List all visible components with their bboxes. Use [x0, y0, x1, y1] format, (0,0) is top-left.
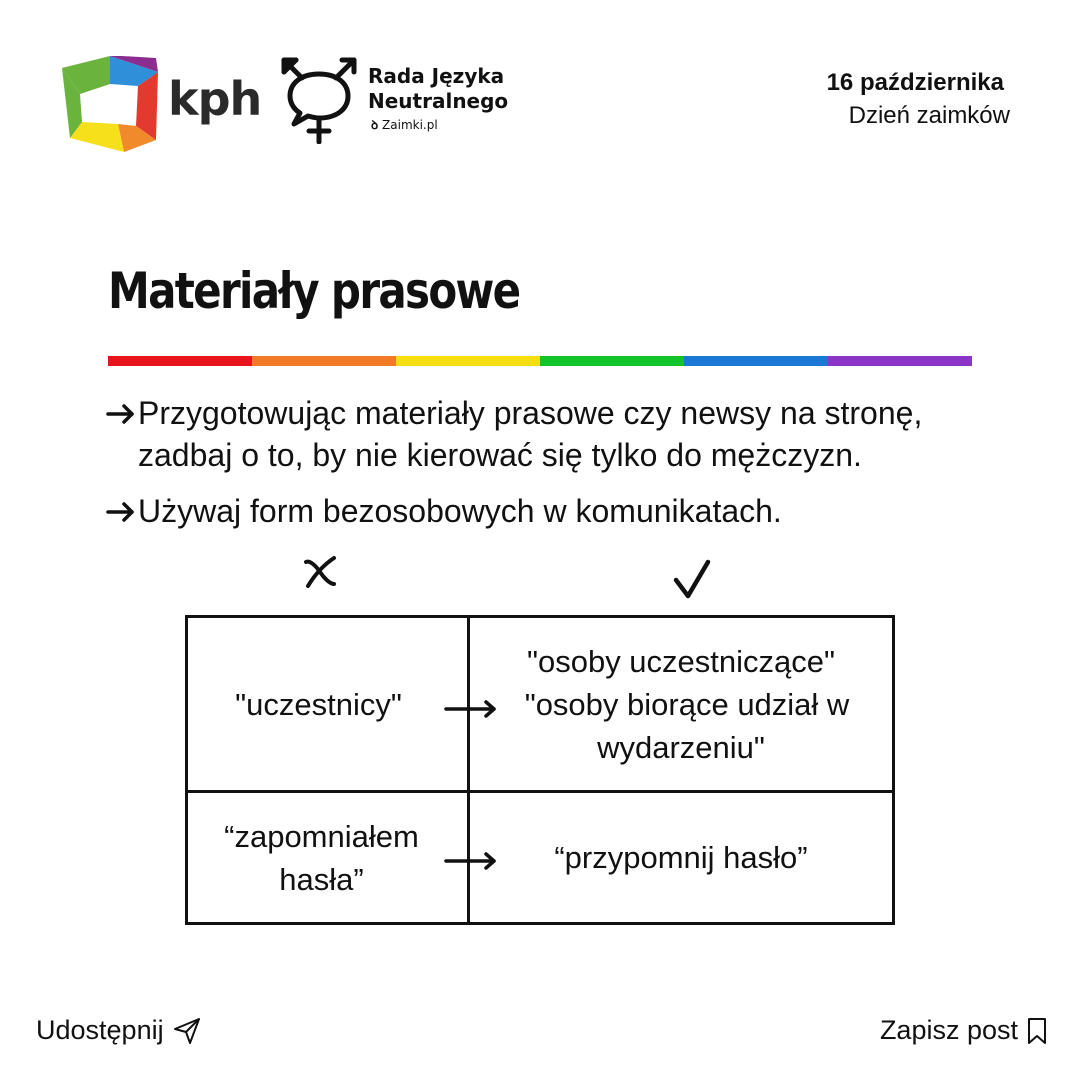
date-label: 16 października [826, 69, 1004, 96]
arrow-right-icon [444, 851, 498, 871]
zaimki-label [371, 116, 438, 133]
bullet-1 [106, 392, 922, 476]
bullet-1-line-1: Przygotowując materiały prasowe czy newsy na stronę, [138, 395, 923, 431]
row-2-right-text: “przypomnij hasło” [554, 840, 808, 875]
table-row-1-wrong [188, 618, 467, 790]
rainbow-segment-4 [540, 356, 684, 366]
checkmark-icon [672, 558, 712, 602]
rainbow-segment-3 [396, 356, 540, 366]
arrow-right-icon [444, 699, 498, 719]
share-button[interactable] [36, 1015, 202, 1046]
rainbow-segment-2 [252, 356, 396, 366]
send-icon [172, 1016, 202, 1046]
save-post-button[interactable] [880, 1015, 1048, 1046]
rainbow-segment-5 [684, 356, 828, 366]
x-icon [300, 548, 340, 592]
rainbow-segment-6 [828, 356, 972, 366]
row-1-right-line-1: "osoby uczestniczące" [526, 643, 836, 679]
row-1-right-line-3: wydarzeniu" [597, 729, 765, 765]
zaimki-text: Zaimki.pl [382, 118, 438, 132]
date-block [827, 66, 1010, 132]
save-label: Zapisz post [879, 1015, 1018, 1045]
page-title: Materiały prasowe [108, 262, 520, 320]
gender-symbol-icon [276, 52, 362, 144]
share-label: Udostępnij [36, 1015, 164, 1045]
bullet-2 [106, 490, 782, 532]
rainbow-divider [108, 356, 972, 366]
event-label: Dzień zaimków [848, 102, 1010, 129]
bullet-1-line-2: zadbaj o to, by nie kierować się tylko do mężczyzn. [138, 437, 862, 473]
row-1-right-line-2: "osoby biorące udział w [524, 686, 850, 722]
arrow-right-icon [106, 490, 136, 542]
bullet-2-line-1: Używaj form bezosobowych w komunikatach. [138, 493, 782, 529]
row-1-wrong-text: "uczestnicy" [235, 686, 402, 722]
table-row-1-right [470, 618, 892, 790]
table-row-2-wrong [188, 793, 467, 922]
zaimki-icon: ꝺ [371, 118, 379, 132]
bookmark-icon [1026, 1017, 1048, 1045]
row-2-wrong-line-1: “zapomniałem [224, 818, 419, 854]
rada-line-1: Rada Języka [368, 64, 505, 88]
rainbow-segment-1 [108, 356, 252, 366]
rada-line-2: Neutralnego [368, 89, 509, 113]
rada-logo-text [368, 64, 508, 114]
table-row-2-right [470, 793, 892, 922]
arrow-right-icon [106, 392, 136, 444]
row-2-wrong-line-2: hasła” [279, 861, 364, 897]
kph-logo-text: kph [168, 72, 262, 126]
